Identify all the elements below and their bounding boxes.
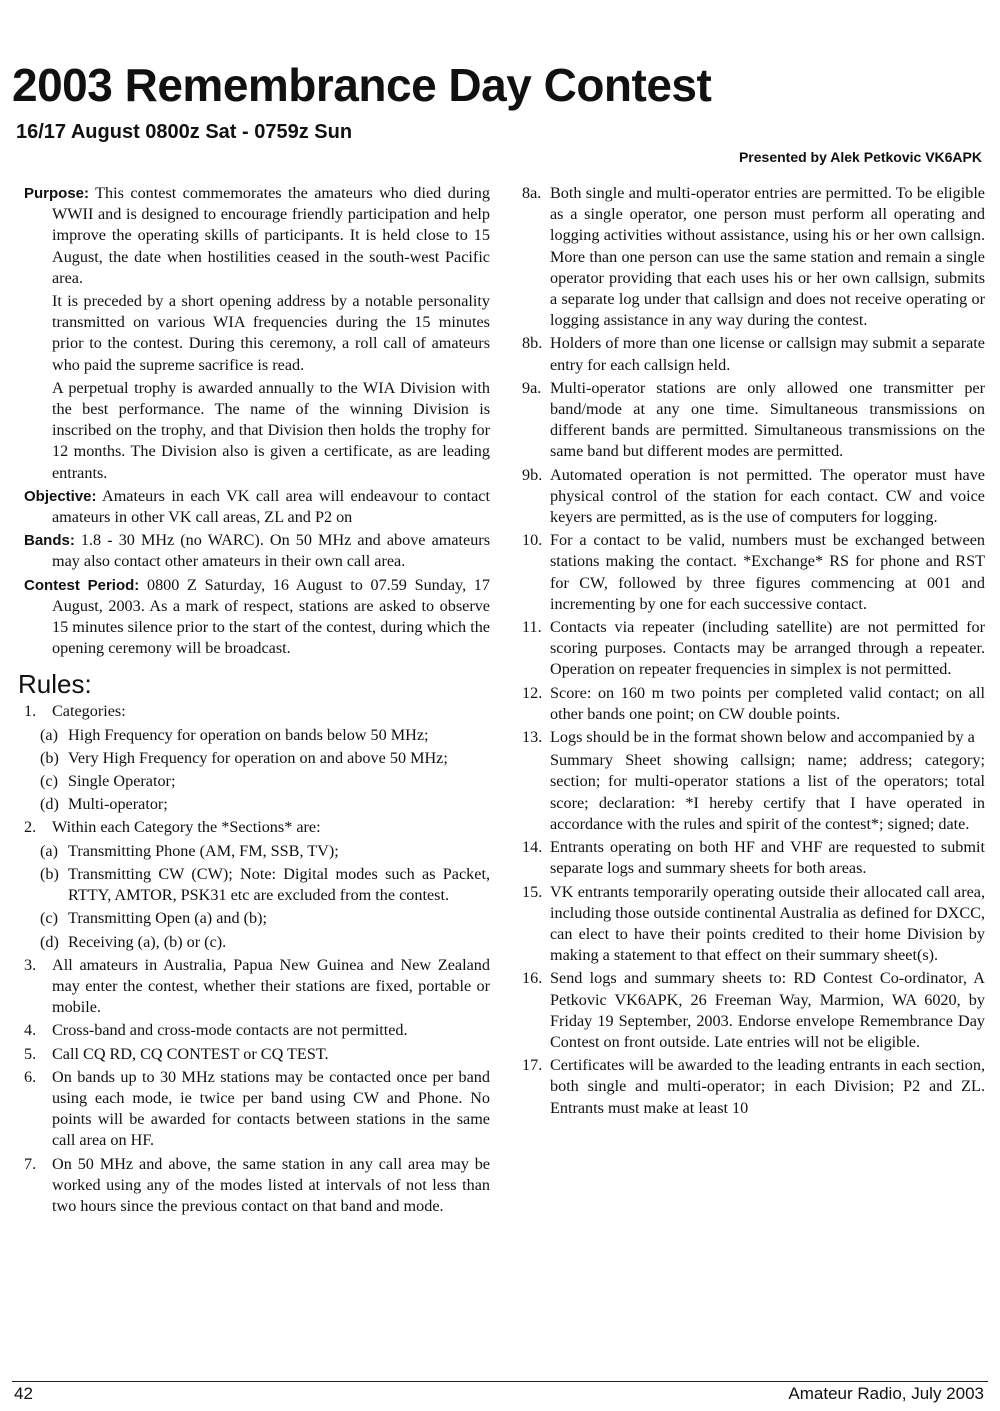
rule-text: Single Operator;	[68, 772, 176, 791]
rule-text: Certificates will be awarded to the leading entrants in each section, both single and multi-operator; in each Division; P2 and ZL. Entrants must make at least 10	[550, 1056, 985, 1117]
rule-text: Multi-operator;	[68, 795, 168, 814]
rule-4	[24, 1020, 490, 1041]
rule-1a	[24, 725, 490, 746]
contest-period-text: 0800 Z Saturday, 16 August to 07.59 Sunday, 17 August, 2003. As a mark of respect, stations are asked to observe 15 minutes silence prior to the start of the contest, during which the opening ceremony will be broadcast.	[52, 575, 490, 658]
rule-16	[522, 968, 985, 1053]
rule-1b	[24, 748, 490, 769]
rule-text: Within each Category the *Sections* are:	[52, 818, 321, 837]
rule-text: Entrants operating on both HF and VHF are requested to submit separate logs and summary sheets for both areas.	[550, 838, 985, 878]
rule-text: Transmitting Open (a) and (b);	[68, 909, 268, 928]
rule-text: Transmitting Phone (AM, FM, SSB, TV);	[68, 841, 339, 860]
rule-number: (d)	[40, 795, 59, 814]
opening-address-paragraph: It is preceded by a short opening address by a notable personality transmitted on various WIA frequencies during the 15 minutes prior to the contest. During this ceremony, a roll call of amateurs who paid the supreme sacrifice is read.	[52, 292, 490, 374]
right-column	[522, 183, 985, 1121]
purpose-text: This contest commemorates the amateurs who died during WWII and is designed to encourage friendly participation and help improve the operating skills of participants. It is held close to 15 August, the date when hostilities ceased in the south-west Pacific area.	[52, 184, 490, 287]
contest-dates: 16/17 August 0800z Sat - 0759z Sun	[16, 121, 353, 143]
rule-number: (a)	[40, 725, 58, 744]
rule-2c	[24, 908, 490, 929]
rule-7	[24, 1154, 490, 1218]
rule-number: 11.	[522, 618, 542, 637]
rule-text: Multi-operator stations are only allowed one transmitter per band/mode at any one time. Simultaneous transmissions on different bands are permitted. Simultaneous transmissions on the same band but different modes are permitted.	[550, 378, 985, 461]
rule-text: VK entrants temporarily operating outside their allocated call area, including those outside continental Australia as defined for DXCC, can elect to have their points credited to their home Division by making a statement to that effect on their summary sheet(s).	[550, 882, 985, 965]
rule-text: Both single and multi-operator entries are permitted. To be eligible as a single operator, one person must perform all operating and logging activities without assistance, using his or her own callsign. More than one person can use the same station and remain a single operator providing that each uses his or her own callsign, submits a separate log under that callsign and does not receive operating or logging assistance in any way during the contest.	[550, 184, 985, 330]
rule-text: Contacts via repeater (including satellite) are not permitted for scoring purposes. Contacts may be arranged through a repeater. Operation on repeater frequencies in simplex is not permitted.	[550, 618, 985, 679]
rule-11	[522, 617, 985, 681]
rule-number: 8b.	[522, 334, 543, 353]
objective-paragraph	[24, 486, 490, 528]
rule-text: Transmitting CW (CW); Note: Digital modes such as Packet, RTTY, AMTOR, PSK31 etc are excluded from the contest.	[68, 864, 490, 905]
objective-text: Amateurs in each VK call area will endeavour to contact amateurs in other VK call areas, ZL and P2 on	[52, 486, 490, 527]
rule-number: 15.	[522, 882, 543, 901]
rule-9b	[522, 465, 985, 529]
rule-number: 3.	[24, 955, 37, 974]
bands-paragraph	[24, 530, 490, 572]
rule-8a	[522, 183, 985, 331]
bands-text: 1.8 - 30 MHz (no WARC). On 50 MHz and above amateurs may also contact other amateurs in their own call area.	[52, 531, 490, 571]
rule-text: Send logs and summary sheets to: RD Contest Co-ordinator, A Petkovic VK6APK, 26 Freeman Way, Marmion, WA 6020, by Friday 19 September, 2003. Endorse envelope Remembrance Day Contest on front outside. Late entries will not be eligible.	[550, 969, 985, 1051]
rule-number: 12.	[522, 683, 543, 702]
footer-divider	[12, 1381, 988, 1382]
rule-12	[522, 683, 985, 725]
rule-text: Call CQ RD, CQ CONTEST or CQ TEST.	[52, 1044, 329, 1063]
rule-number: (a)	[40, 841, 58, 860]
publication-footer: Amateur Radio, July 2003	[788, 1384, 984, 1403]
rule-number: (c)	[40, 772, 58, 791]
rule-text: High Frequency for operation on bands below 50 MHz;	[68, 725, 429, 744]
rule-number: 7.	[24, 1154, 37, 1173]
rule-10	[522, 530, 985, 615]
rules-heading: Rules:	[18, 669, 92, 700]
rule-text: Receiving (a), (b) or (c).	[68, 932, 227, 951]
rule-3	[24, 955, 490, 1019]
rule-number: 13.	[522, 728, 543, 747]
rule-number: (b)	[40, 864, 59, 883]
rule-number: 1.	[24, 702, 37, 721]
objective-label: Objective:	[24, 487, 97, 505]
rule-8b	[522, 333, 985, 375]
rule-text: On 50 MHz and above, the same station in any call area may be worked using any of the modes listed at intervals of not less than two hours since the previous contact on that band and mode.	[52, 1154, 490, 1215]
rule-14	[522, 837, 985, 879]
rule-number: 9b.	[522, 465, 543, 484]
rule-13	[522, 727, 985, 835]
rule-number: 14.	[522, 838, 543, 857]
rule-1d	[24, 794, 490, 815]
presenter-credit: Presented by Alek Petkovic VK6APK	[738, 149, 982, 165]
rule-number: 8a.	[522, 184, 542, 202]
contest-period-paragraph	[24, 575, 490, 660]
trophy-paragraph: A perpetual trophy is awarded annually to the WIA Division with the best performance. The name of the winning Division is inscribed on the trophy, and that Division then holds the trophy for 12 months. The Division also is given a certificate, as are leading entrants.	[52, 378, 490, 482]
contest-period-label: Contest Period:	[24, 576, 140, 594]
rule-text: Holders of more than one license or callsign may submit a separate entry for each callsign held.	[550, 334, 985, 374]
purpose-paragraph	[24, 183, 490, 289]
rule-number: 5.	[24, 1044, 37, 1063]
rule-9a	[522, 378, 985, 463]
rule-text: On bands up to 30 MHz stations may be contacted once per band using each mode, ie twice per band using CW and Phone. No points will be awarded for contacts between stations in the same call area on HF.	[52, 1067, 490, 1150]
rule-number: 9a.	[522, 378, 542, 397]
rule-number: 16.	[522, 969, 543, 988]
rule-number: 2.	[24, 818, 37, 837]
rule-2d	[24, 932, 490, 953]
rule-text: Logs should be in the format shown below and accompanied by a	[550, 728, 975, 747]
rule-text: Very High Frequency for operation on and above 50 MHz;	[68, 748, 448, 767]
rule-text: Automated operation is not permitted. The operator must have physical control of the station for each contact. CW and voice keyers are permitted, as is the use of computers for logging.	[550, 465, 985, 527]
rule-number: 17.	[522, 1056, 543, 1075]
rule-text: Categories:	[52, 702, 126, 721]
rule-text-continued: Summary Sheet showing callsign; name; address; category; section; for multi-operator stations a list of the operators; total score; declaration: *I hereby certify that I have operated in accordance with the rules and spirit of the contest*; signed; date.	[550, 751, 985, 833]
rule-5	[24, 1044, 490, 1065]
rule-text: Score: on 160 m two points per completed valid contact; on all other bands one point; on CW double points.	[550, 683, 985, 723]
rule-number: 4.	[24, 1021, 37, 1040]
rule-1	[24, 701, 490, 722]
rule-number: (b)	[40, 748, 59, 767]
rule-15	[522, 882, 985, 967]
left-column	[18, 183, 490, 1219]
rule-number: (c)	[40, 909, 58, 928]
rule-number: 10.	[522, 531, 543, 550]
rule-number: (d)	[40, 932, 59, 951]
rule-17	[522, 1055, 985, 1119]
rule-text: Cross-band and cross-mode contacts are not permitted.	[52, 1021, 408, 1040]
rule-2a	[24, 841, 490, 862]
rule-2	[24, 817, 490, 838]
rule-6	[24, 1067, 490, 1152]
rule-text: For a contact to be valid, numbers must be exchanged between stations making the contact. *Exchange* RS for phone and RST for CW, followed by three figures commencing at 001 and incrementing by one for each successive contact.	[550, 531, 985, 613]
page-number: 42	[14, 1384, 33, 1403]
rule-1c	[24, 771, 490, 792]
purpose-label: Purpose:	[24, 185, 90, 202]
bands-label: Bands:	[24, 532, 75, 550]
page-title: 2003 Remembrance Day Contest	[12, 59, 712, 111]
rule-text: All amateurs in Australia, Papua New Guinea and New Zealand may enter the contest, whether their stations are fixed, portable or mobile.	[52, 955, 490, 1017]
rule-2b	[24, 864, 490, 906]
rule-number: 6.	[24, 1067, 37, 1086]
